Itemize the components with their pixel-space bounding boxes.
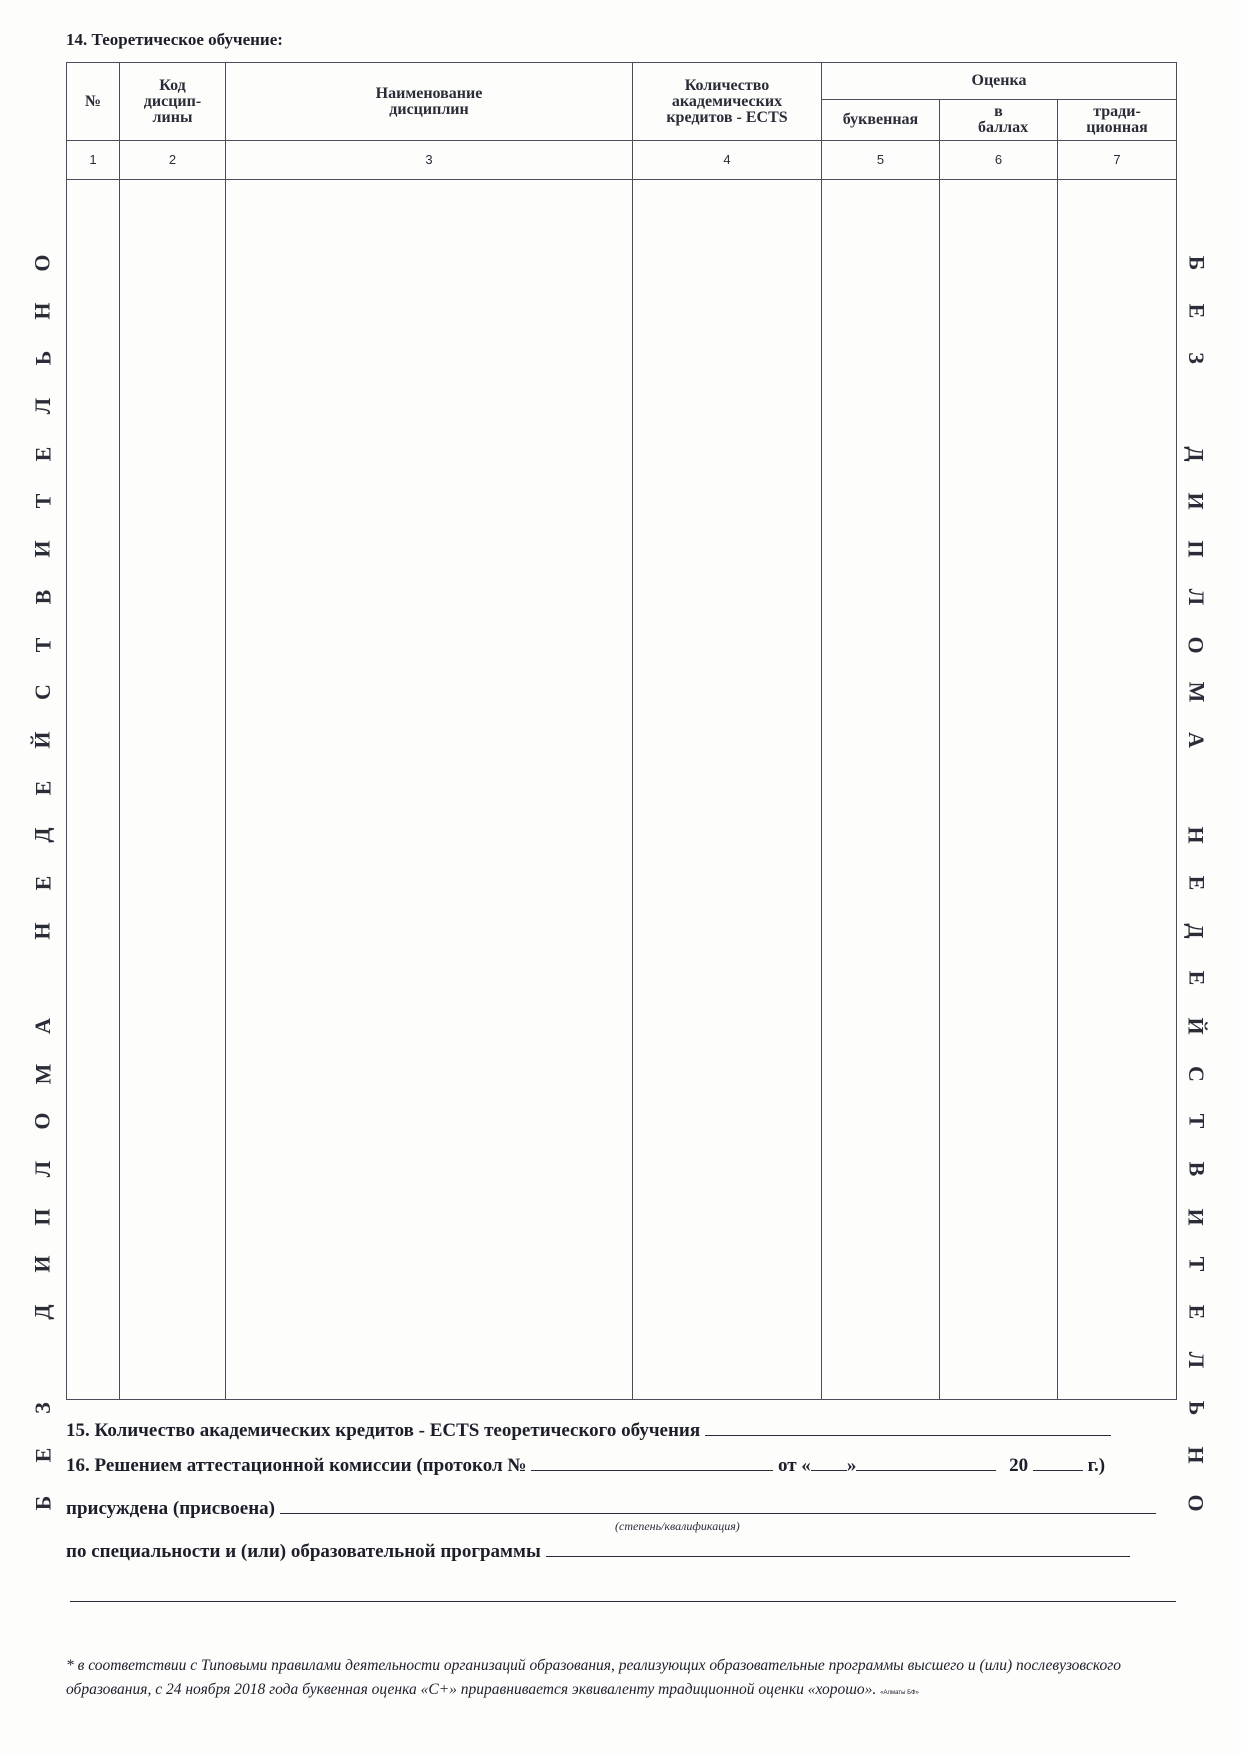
specialty-extra-line[interactable]: [70, 1601, 1176, 1602]
watermark-letter: З: [1184, 352, 1209, 365]
watermark-letter: Ь: [29, 351, 55, 366]
watermark-letter: Н: [30, 302, 55, 320]
watermark-letter: Е: [1184, 1304, 1209, 1320]
watermark-letter: Е: [30, 446, 55, 462]
watermark-letter: О: [30, 1112, 55, 1130]
watermark-letter: В: [30, 589, 55, 605]
watermark-letter: Й: [30, 731, 55, 749]
credits-total-line: [66, 1419, 1111, 1442]
watermark-letter: Н: [30, 922, 55, 940]
body-cell-code[interactable]: [120, 180, 226, 1400]
watermark-letter: О: [1184, 1494, 1209, 1512]
col-number-3: 3: [226, 141, 633, 180]
section-14-title: 14. Теоретическое обучение:: [66, 30, 283, 49]
watermark-letter: И: [1184, 1208, 1209, 1226]
watermark-letter: Е: [1184, 303, 1209, 319]
watermark-letter: Е: [1184, 875, 1209, 891]
credits-total-field[interactable]: [705, 1419, 1111, 1436]
watermark-letter: Е: [30, 1447, 55, 1463]
date-quote-close: »: [846, 1455, 857, 1476]
year-suffix: г.): [1087, 1455, 1106, 1476]
watermark-letter: Е: [30, 780, 55, 795]
watermark-letter: С: [29, 684, 55, 701]
header-points: в баллах: [940, 100, 1058, 141]
body-cell-traditional[interactable]: [1058, 180, 1177, 1400]
disciplines-table: [66, 62, 1177, 1400]
watermark-letter: М: [29, 1063, 55, 1085]
body-cell-name[interactable]: [226, 180, 633, 1400]
watermark-letter: Т: [1184, 1257, 1209, 1272]
specialty-field[interactable]: [546, 1540, 1130, 1557]
col-number-2: 2: [120, 141, 226, 180]
header-name: Наименование дисциплин: [226, 63, 633, 141]
month-field[interactable]: [856, 1454, 996, 1471]
day-field[interactable]: [811, 1454, 847, 1471]
header-credits: Количество академических кредитов - ECTS: [633, 63, 822, 141]
body-cell-no[interactable]: [67, 180, 120, 1400]
awarded-label: присуждена (присвоена): [66, 1498, 275, 1519]
watermark-letter: Ь: [1183, 1400, 1209, 1415]
header-grade: Оценка: [822, 63, 1177, 100]
watermark-letter: В: [1184, 1161, 1209, 1177]
year-prefix: 20: [1009, 1455, 1029, 1476]
watermark-letter: Б: [1183, 255, 1209, 271]
col-number-4: 4: [633, 141, 822, 180]
watermark-letter: О: [30, 254, 55, 272]
body-cell-letter[interactable]: [822, 180, 940, 1400]
date-from-label: от «: [777, 1455, 811, 1476]
col-number-7: 7: [1058, 141, 1177, 180]
watermark-letter: Н: [1184, 1446, 1209, 1464]
credits-total-label: 15. Количество академических кредитов - ECTS теоретического обучения: [66, 1420, 701, 1441]
printer-mark: «Алматы БФ»: [880, 1690, 919, 1696]
watermark-letter: Т: [30, 494, 55, 509]
protocol-number-field[interactable]: [531, 1454, 773, 1471]
watermark-left: [30, 252, 56, 1514]
degree-field[interactable]: [280, 1497, 1156, 1514]
footnote: [66, 1654, 1186, 1705]
footnote-text: * в соответствии с Типовыми правилами деятельности организаций образования, реализующих образовательные программы высшего и (или) послевузовского образования, с 24 ноября 2018 года буквенная оценка «С+» приравнивается эквиваленту традиционной оценки «хорошо».: [66, 1657, 1122, 1698]
watermark-letter: Т: [1184, 1114, 1209, 1129]
header-traditional: тради-ционная: [1058, 100, 1177, 141]
watermark-letter: П: [30, 1208, 55, 1226]
specialty-label: по специальности и (или) образовательной программы: [66, 1541, 541, 1562]
specialty-line: [66, 1540, 1130, 1563]
table-body-row: [67, 180, 1177, 1400]
watermark-letter: Е: [1184, 970, 1209, 986]
watermark-letter: Д: [29, 827, 55, 843]
watermark-letter: Д: [1183, 923, 1209, 939]
body-cell-credits[interactable]: [633, 180, 822, 1400]
watermark-letter: Д: [29, 1304, 55, 1320]
watermark-letter: А: [1183, 731, 1209, 748]
watermark-letter: И: [30, 540, 55, 558]
watermark-right: [1183, 252, 1209, 1514]
header-no: №: [67, 63, 120, 141]
watermark-letter: Е: [30, 875, 55, 891]
degree-caption: (степень/квалификация): [615, 1519, 740, 1533]
col-number-6: 6: [940, 141, 1058, 180]
watermark-letter: И: [1184, 492, 1209, 510]
col-number-5: 5: [822, 141, 940, 180]
watermark-letter: П: [1184, 540, 1209, 558]
watermark-letter: О: [1184, 635, 1209, 654]
watermark-letter: Д: [1183, 446, 1209, 462]
watermark-letter: Л: [1184, 1351, 1209, 1369]
year-field[interactable]: [1033, 1454, 1083, 1471]
watermark-letter: Л: [30, 1160, 55, 1178]
commission-label: 16. Решением аттестационной комиссии (протокол №: [66, 1455, 527, 1476]
watermark-letter: Б: [29, 1495, 55, 1511]
awarded-line: [66, 1497, 1156, 1520]
col-number-1: 1: [67, 141, 120, 180]
watermark-letter: З: [30, 1401, 55, 1414]
header-code: Код дисцип-лины: [120, 63, 226, 141]
watermark-letter: Й: [1184, 1017, 1209, 1035]
watermark-letter: И: [30, 1255, 55, 1273]
watermark-letter: Л: [30, 397, 55, 415]
watermark-letter: Л: [1184, 588, 1209, 606]
watermark-letter: А: [29, 1018, 55, 1034]
watermark-letter: М: [1183, 681, 1209, 703]
watermark-letter: Н: [1184, 826, 1209, 844]
body-cell-points[interactable]: [940, 180, 1058, 1400]
watermark-letter: Т: [30, 637, 55, 652]
header-letter: буквенная: [822, 100, 940, 141]
commission-line: [66, 1454, 1105, 1477]
watermark-letter: С: [1183, 1065, 1209, 1082]
